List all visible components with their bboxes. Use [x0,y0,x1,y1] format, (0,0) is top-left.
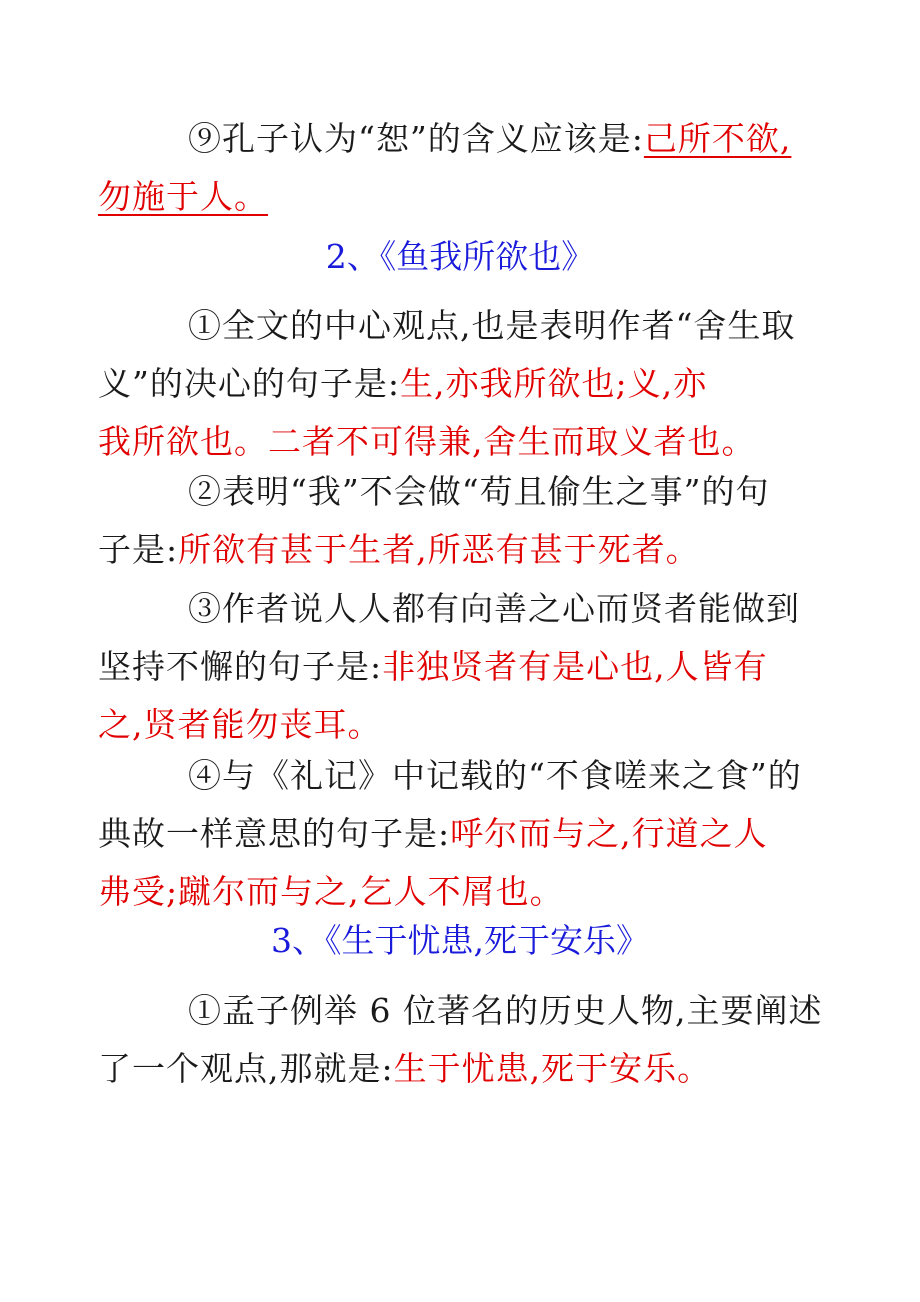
section-heading-2: 2、《鱼我所欲也》 [325,237,595,276]
question-text: 了一个观点,那就是: [98,1049,394,1088]
answer-text: 生,亦我所欲也;义,亦 [400,364,708,403]
question-text: ②表明“我”不会做“苟且偷生之事”的句 [188,472,770,511]
answer-text: 非独贤者有是心也,人皆有 [382,647,768,686]
question-3 [98,580,822,754]
question-text: ①全文的中心观点,也是表明作者“舍生取 [188,306,796,345]
question-text: 子是: [98,530,179,569]
answer-text: 勿施于人。 [98,177,268,216]
answer-text: 所欲有甚于生者,所恶有甚于死者。 [178,530,700,569]
question-text: 坚持不懈的句子是: [98,647,383,686]
question-2 [98,463,822,579]
question-5 [98,982,822,1098]
question-text: 典故一样意思的句子是: [98,814,451,853]
question-1 [98,297,822,471]
question-4 [98,747,822,921]
question-text: 义”的决心的句子是: [98,364,400,403]
answer-text: 弗受;蹴尔而与之,乞人不屑也。 [98,872,564,911]
question-text: ④与《礼记》中记载的“不食嗟来之食”的 [188,756,802,795]
colon: : [631,119,644,158]
answer-text: 我所欲也。二者不可得兼,舍生而取义者也。 [98,422,756,461]
question-text: ①孟子例举 6 位著名的历史人物,主要阐述 [188,991,823,1030]
section-heading-3: 3、《生于忧患,死于安乐》 [271,921,649,960]
answer-text: 己所不欲, [643,119,792,158]
question-text: ③作者说人人都有向善之心而贤者能做到 [188,589,800,628]
paragraph-9 [98,110,822,226]
answer-text: 之,贤者能勿丧耳。 [98,705,382,744]
answer-text: 呼尔而与之,行道之人 [450,814,768,853]
question-text: ⑨孔子认为“恕”的含义应该是 [188,119,632,158]
answer-text: 生于忧患,死于安乐。 [393,1049,712,1088]
